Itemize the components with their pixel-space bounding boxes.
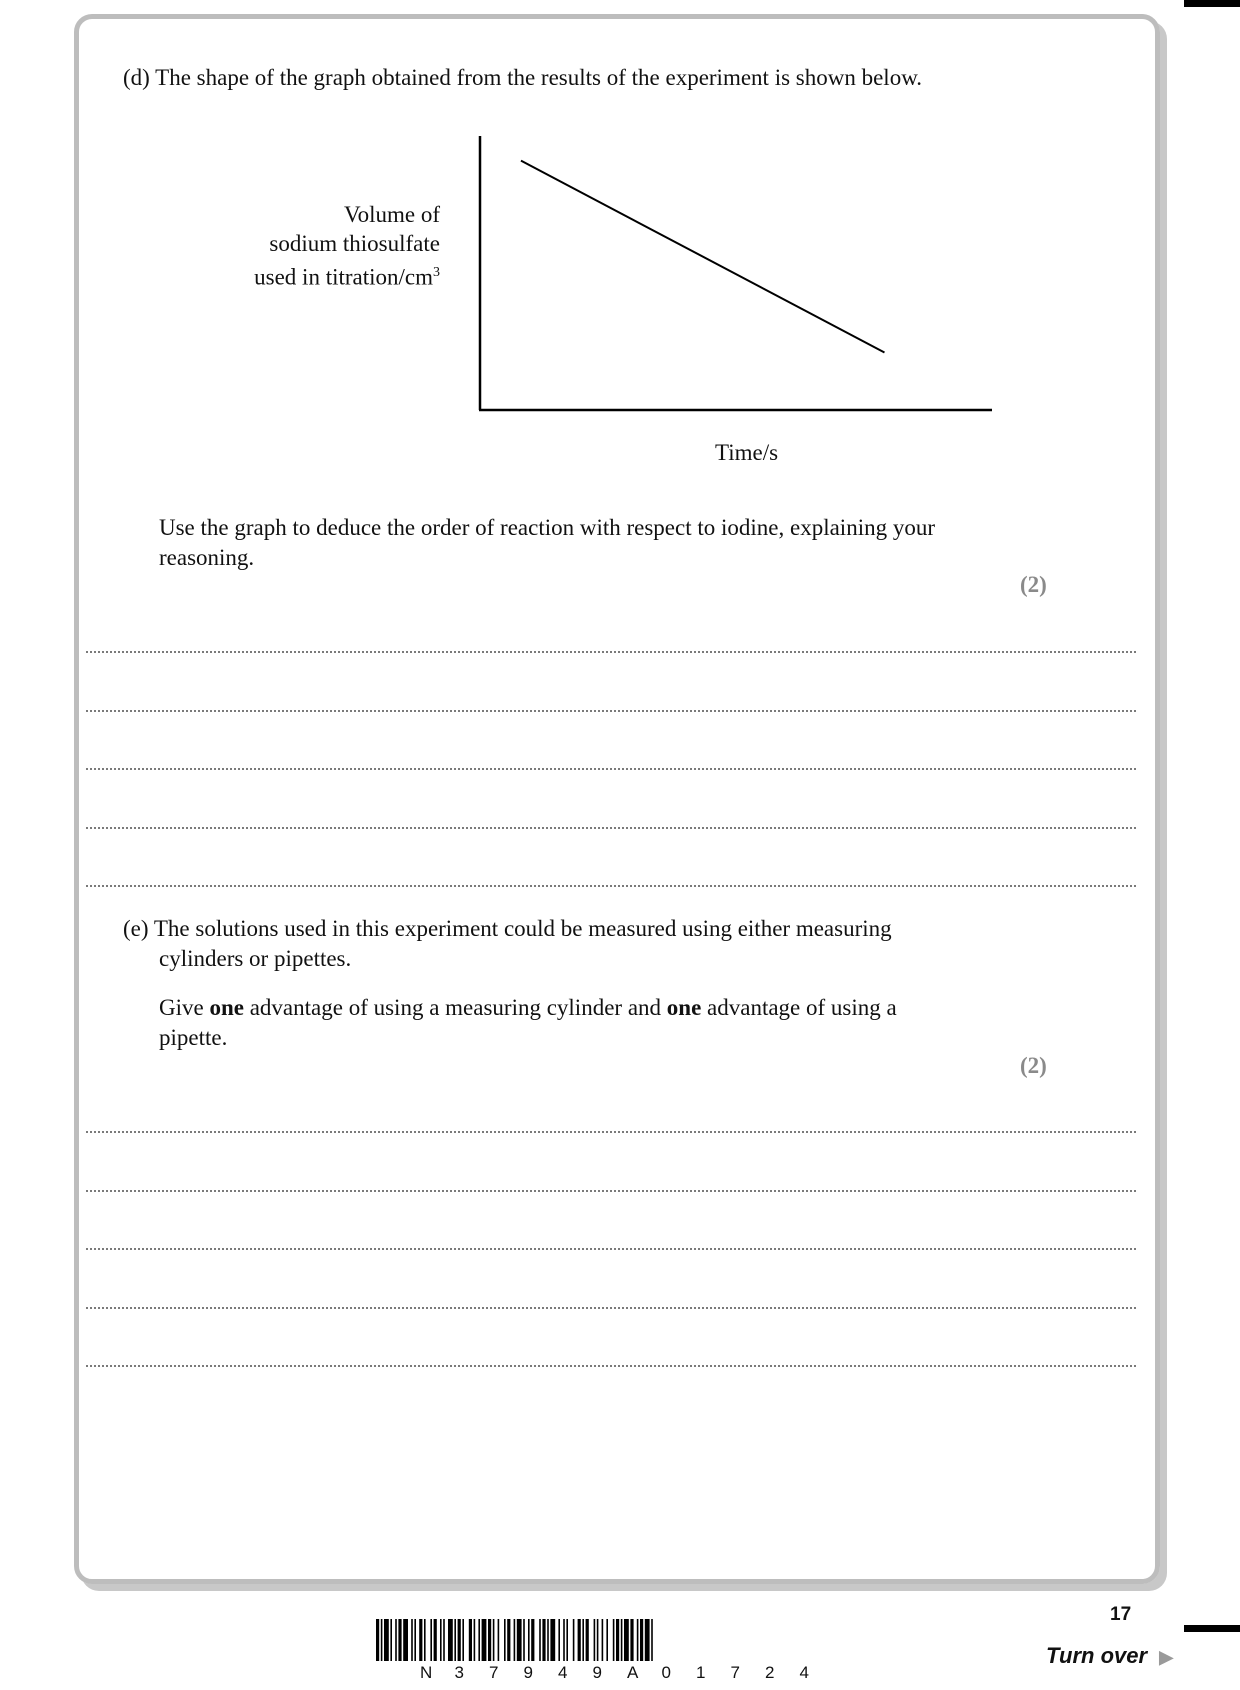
barcode-bar <box>586 1619 589 1661</box>
barcode-bar <box>566 1619 568 1661</box>
barcode-bar <box>539 1619 541 1661</box>
barcode-bar <box>381 1619 383 1661</box>
question-e-instruction: Give one advantage of using a measuring cylinder and one advantage of using a pipette. <box>159 993 897 1053</box>
barcode-character: 0 <box>661 1663 671 1682</box>
barcode-character: 7 <box>489 1663 499 1682</box>
answer-line[interactable] <box>86 827 1136 829</box>
barcode-character: N <box>420 1663 433 1682</box>
barcode-bar <box>414 1619 416 1661</box>
barcode-bar <box>645 1619 650 1661</box>
barcode-bar <box>531 1619 534 1661</box>
barcode-bar <box>376 1619 379 1661</box>
barcode-bar <box>469 1619 472 1661</box>
turn-over-text: Turn over ▶ <box>1046 1643 1174 1668</box>
barcode-bar <box>498 1619 500 1661</box>
question-d-prompt-line-2: reasoning. <box>159 545 255 570</box>
barcode-bar <box>434 1619 437 1661</box>
barcode-character: 4 <box>558 1663 568 1682</box>
barcode-bar <box>478 1619 480 1661</box>
barcode-character: 9 <box>592 1663 602 1682</box>
barcode-bar <box>582 1619 584 1661</box>
barcode-bar <box>640 1619 643 1661</box>
barcode-bar <box>448 1619 453 1661</box>
barcode-bar <box>504 1619 506 1661</box>
barcode-bar <box>547 1619 549 1661</box>
barcode-bar <box>454 1619 456 1661</box>
answer-line[interactable] <box>86 1248 1136 1250</box>
y-label-line-1: Volume of <box>343 202 440 227</box>
barcode-bar <box>398 1619 401 1661</box>
barcode-bar <box>602 1619 604 1661</box>
barcode-bar <box>597 1619 599 1661</box>
barcode-bar <box>621 1619 623 1661</box>
answer-line[interactable] <box>86 1307 1136 1309</box>
barcode-bar <box>443 1619 445 1661</box>
emphasis-one: one <box>209 995 244 1020</box>
barcode-bar <box>384 1619 389 1661</box>
y-label-line-2: sodium thiosulfate <box>269 231 440 256</box>
barcode-bar <box>550 1619 555 1661</box>
question-e-instruction-line-2: pipette. <box>159 1025 228 1050</box>
barcode-bar <box>482 1619 487 1661</box>
barcode-bar <box>411 1619 413 1661</box>
barcode-bar <box>462 1619 464 1661</box>
barcode-bar <box>403 1619 408 1661</box>
question-d-prompt-line-1: Use the graph to deduce the order of reaction with respect to iodine, explaining your <box>159 515 935 540</box>
barcode-bar <box>419 1619 422 1661</box>
barcode-bar <box>624 1619 629 1661</box>
question-d <box>123 63 922 93</box>
answer-line[interactable] <box>86 651 1136 653</box>
barcode-bar <box>528 1619 530 1661</box>
question-d-prefix: (d) <box>123 65 150 90</box>
barcode-bar <box>613 1619 615 1661</box>
emphasis-one: one <box>666 995 702 1020</box>
page-number: 17 <box>1110 1604 1132 1625</box>
answer-line[interactable] <box>86 1131 1136 1133</box>
answer-line[interactable] <box>86 710 1136 712</box>
top-corner-mark <box>1184 0 1240 7</box>
answer-line[interactable] <box>86 885 1136 887</box>
barcode-bar <box>390 1619 392 1661</box>
answer-line[interactable] <box>86 1365 1136 1367</box>
barcode-bar <box>637 1619 639 1661</box>
question-e-prefix: (e) <box>123 916 149 941</box>
question-d-marks: (2) <box>1020 572 1047 597</box>
barcode-bar <box>630 1619 633 1661</box>
barcode-character: 3 <box>454 1663 464 1682</box>
barcode-character: 1 <box>696 1663 706 1682</box>
barcode-bar <box>395 1619 397 1661</box>
barcode-bar <box>542 1619 545 1661</box>
y-label-line-3: used in titration/$cm^3$ <box>254 264 440 290</box>
barcode-text <box>420 1663 840 1685</box>
barcode-bar <box>651 1619 653 1661</box>
barcode-bar <box>440 1619 442 1661</box>
barcode-bar <box>514 1619 516 1661</box>
barcode-bar <box>488 1619 491 1661</box>
barcode-bar <box>523 1619 525 1661</box>
barcode-character: A <box>627 1663 639 1682</box>
question-e-line-2: cylinders or pipettes. <box>159 946 352 971</box>
barcode-character: 7 <box>730 1663 740 1682</box>
graph <box>470 130 1000 420</box>
question-d-prompt <box>159 513 935 573</box>
barcode-bar <box>594 1619 596 1661</box>
graph-y-axis-label <box>254 200 440 292</box>
barcode-bar <box>558 1619 560 1661</box>
data-line <box>521 161 885 353</box>
barcode-bar <box>578 1619 581 1661</box>
question-e <box>123 914 892 974</box>
barcode-bar <box>616 1619 619 1661</box>
barcode-bar <box>606 1619 608 1661</box>
barcode-character: 4 <box>799 1663 809 1682</box>
barcode-bar <box>573 1619 575 1661</box>
bottom-corner-mark <box>1184 1625 1240 1632</box>
barcode-bar <box>430 1619 432 1661</box>
barcode-character: 9 <box>523 1663 533 1682</box>
answer-line[interactable] <box>86 768 1136 770</box>
question-e-marks: (2) <box>1020 1053 1047 1078</box>
barcode-bar <box>424 1619 426 1661</box>
barcode-bar <box>474 1619 476 1661</box>
barcode-bar <box>517 1619 522 1661</box>
graph-x-axis-label: Time/s <box>715 440 779 465</box>
barcode <box>376 1619 864 1663</box>
question-e-line-1: The solutions used in this experiment could be measured using either measuring <box>153 916 892 941</box>
barcode-character: 2 <box>765 1663 775 1682</box>
question-d-text: The shape of the graph obtained from the results of the experiment is shown below. <box>155 65 923 90</box>
barcode-bar <box>493 1619 495 1661</box>
turn-over-arrow-icon: ▶ <box>1159 1647 1174 1667</box>
barcode-bar <box>563 1619 565 1661</box>
answer-line[interactable] <box>86 1190 1136 1192</box>
barcode-bar <box>458 1619 461 1661</box>
barcode-bar <box>507 1619 510 1661</box>
